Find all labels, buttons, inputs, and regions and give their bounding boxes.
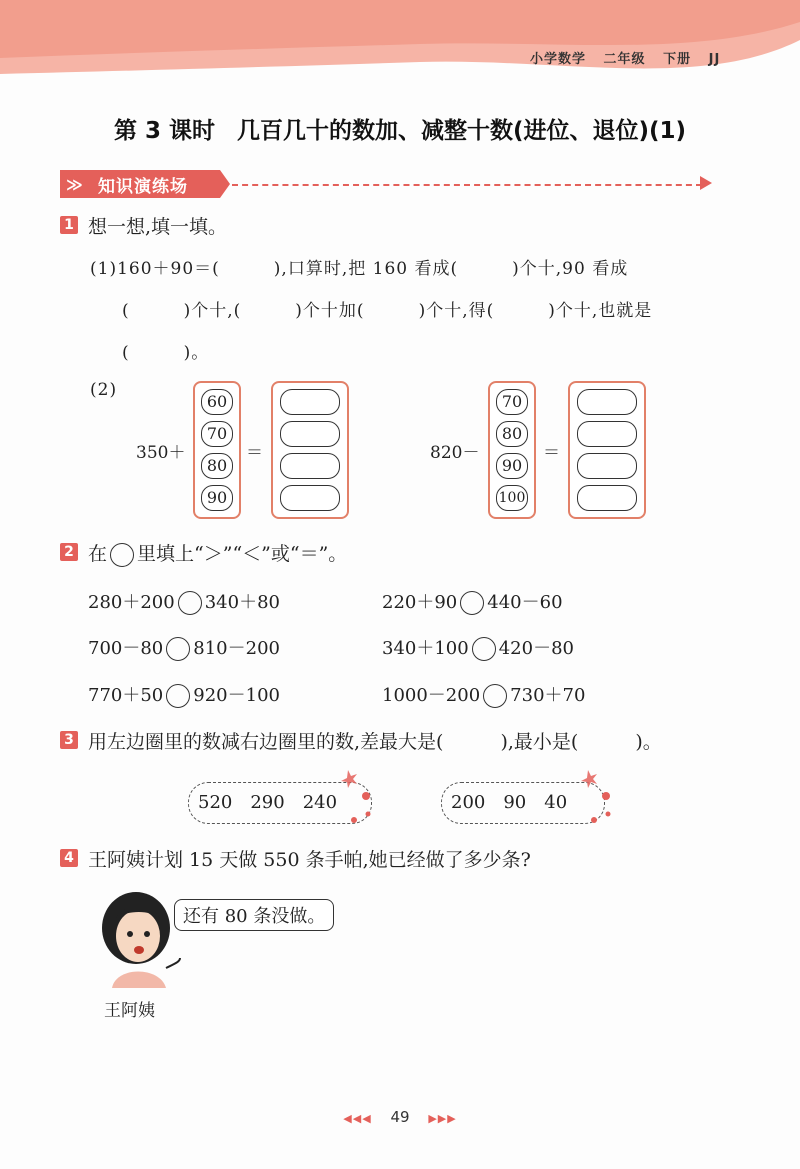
q2-expr: 700－80: [88, 638, 164, 659]
q4-prompt: 王阿姨计划 15 天做 550 条手帕,她已经做了多少条?: [88, 849, 531, 871]
compare-circle[interactable]: [460, 591, 484, 615]
q3-right-number: 200: [451, 792, 486, 813]
q2-expr: 920－100: [193, 685, 280, 706]
compare-circle[interactable]: [483, 684, 507, 708]
q3-right-number: 40: [544, 792, 568, 813]
q1-left-expression: 350＋: [136, 443, 186, 463]
page-footer: [0, 1108, 800, 1126]
q2-expr: 420－80: [498, 638, 574, 659]
q3-number: 3: [60, 731, 78, 749]
grade-label: 二年级: [603, 52, 646, 67]
compare-circle[interactable]: [166, 684, 190, 708]
q1-part1-line1: (1)160＋90＝( ),口算时,把 160 看成( )个十,90 看成: [90, 259, 629, 279]
page-number: 49: [390, 1108, 410, 1126]
q1-number: 1: [60, 216, 78, 234]
header-band: [0, 0, 800, 90]
q2-prompt-end: 里填上“＞”“＜”或“＝”。: [137, 543, 348, 565]
banner-arrow-icon: [700, 176, 712, 190]
q1-left-answers: [271, 381, 349, 519]
q2-expr: 340＋100: [382, 638, 469, 659]
q1-right-answers: [568, 381, 646, 519]
q2-compare-row-1-left: [88, 588, 280, 615]
q3-left-number: 290: [250, 792, 285, 813]
volume-label: 下册: [663, 52, 692, 67]
left-arrows-icon: ◀◀◀: [343, 1112, 372, 1125]
answer-slot[interactable]: [280, 453, 340, 479]
answer-slot[interactable]: [280, 485, 340, 511]
sparkle-decoration-icon: [578, 766, 618, 830]
sparkle-decoration-icon: [338, 766, 378, 830]
q2-compare-row-2-right: [382, 634, 574, 661]
answer-slot[interactable]: [280, 389, 340, 415]
answer-slot[interactable]: [577, 485, 637, 511]
subject-label: 小学数学: [530, 52, 587, 67]
q2-prompt-start: 在: [88, 543, 108, 565]
q2-number: 2: [60, 543, 78, 561]
lesson-topic: 几百几十的数加、减整十数(进位、退位)(1): [236, 118, 687, 144]
q1-part1-line3: ( )。: [122, 343, 210, 363]
q1-right-equals: ＝: [543, 443, 560, 463]
character-name-label: 王阿姨: [104, 1001, 155, 1021]
q2-expr: 220＋90: [382, 592, 458, 613]
q3-left-number: 520: [198, 792, 233, 813]
subtrahend-value: 70: [496, 389, 528, 415]
subtrahend-value: 90: [496, 453, 528, 479]
answer-slot[interactable]: [577, 453, 637, 479]
addend-value: 70: [201, 421, 233, 447]
q1-part1-line2: ( )个十,( )个十加( )个十,得( )个十,也就是: [122, 301, 653, 321]
q2-compare-row-3-left: [88, 681, 280, 708]
section-banner-label: 知识演练场: [98, 177, 188, 197]
compare-circle[interactable]: [166, 637, 190, 661]
addend-value: 80: [201, 453, 233, 479]
compare-circle[interactable]: [472, 637, 496, 661]
circle-icon: [110, 543, 134, 567]
q4-number: 4: [60, 849, 78, 867]
subtrahend-value: 80: [496, 421, 528, 447]
q3-right-number: 90: [503, 792, 527, 813]
edition-label: JJ: [708, 52, 721, 67]
q2-expr: 730＋70: [510, 685, 586, 706]
book-meta: [530, 48, 732, 67]
q1-right-expression: 820－: [430, 443, 480, 463]
q2-expr: 770＋50: [88, 685, 164, 706]
q2-expr: 280＋200: [88, 592, 175, 613]
speech-bubble: 还有 80 条没做。: [174, 899, 334, 931]
answer-slot[interactable]: [280, 421, 340, 447]
compare-circle[interactable]: [178, 591, 202, 615]
q2-expr: 440－60: [487, 592, 563, 613]
q3-left-number: 240: [302, 792, 338, 813]
right-arrows-icon: ▶▶▶: [428, 1112, 457, 1125]
addend-value: 60: [201, 389, 233, 415]
q1-part2-label: (2): [90, 380, 118, 400]
q3-prompt: 用左边圈里的数减右边圈里的数,差最大是( ),最小是( )。: [88, 731, 662, 753]
q2-compare-row-2-left: [88, 634, 280, 661]
q2-expr: 1000－200: [382, 685, 481, 706]
woman-character-icon: [92, 888, 182, 992]
lesson-number: 第 3 课时: [113, 118, 215, 144]
answer-slot[interactable]: [577, 421, 637, 447]
q2-expr: 340＋80: [204, 592, 280, 613]
q2-expr: 810－200: [193, 638, 280, 659]
q2-compare-row-1-right: [382, 588, 563, 615]
q2-prompt: [88, 539, 347, 567]
q1-right-subtrahends: [488, 381, 536, 519]
addend-value: 90: [201, 485, 233, 511]
svg-text:≫: ≫: [66, 175, 83, 194]
page-title: [0, 112, 800, 145]
q1-prompt: 想一想,填一填。: [88, 216, 228, 238]
q1-left-addends: [193, 381, 241, 519]
answer-slot[interactable]: [577, 389, 637, 415]
q1-left-equals: ＝: [246, 443, 263, 463]
banner-dashed-line: [232, 184, 702, 186]
subtrahend-value: 100: [496, 485, 528, 511]
q2-compare-row-3-right: [382, 681, 585, 708]
